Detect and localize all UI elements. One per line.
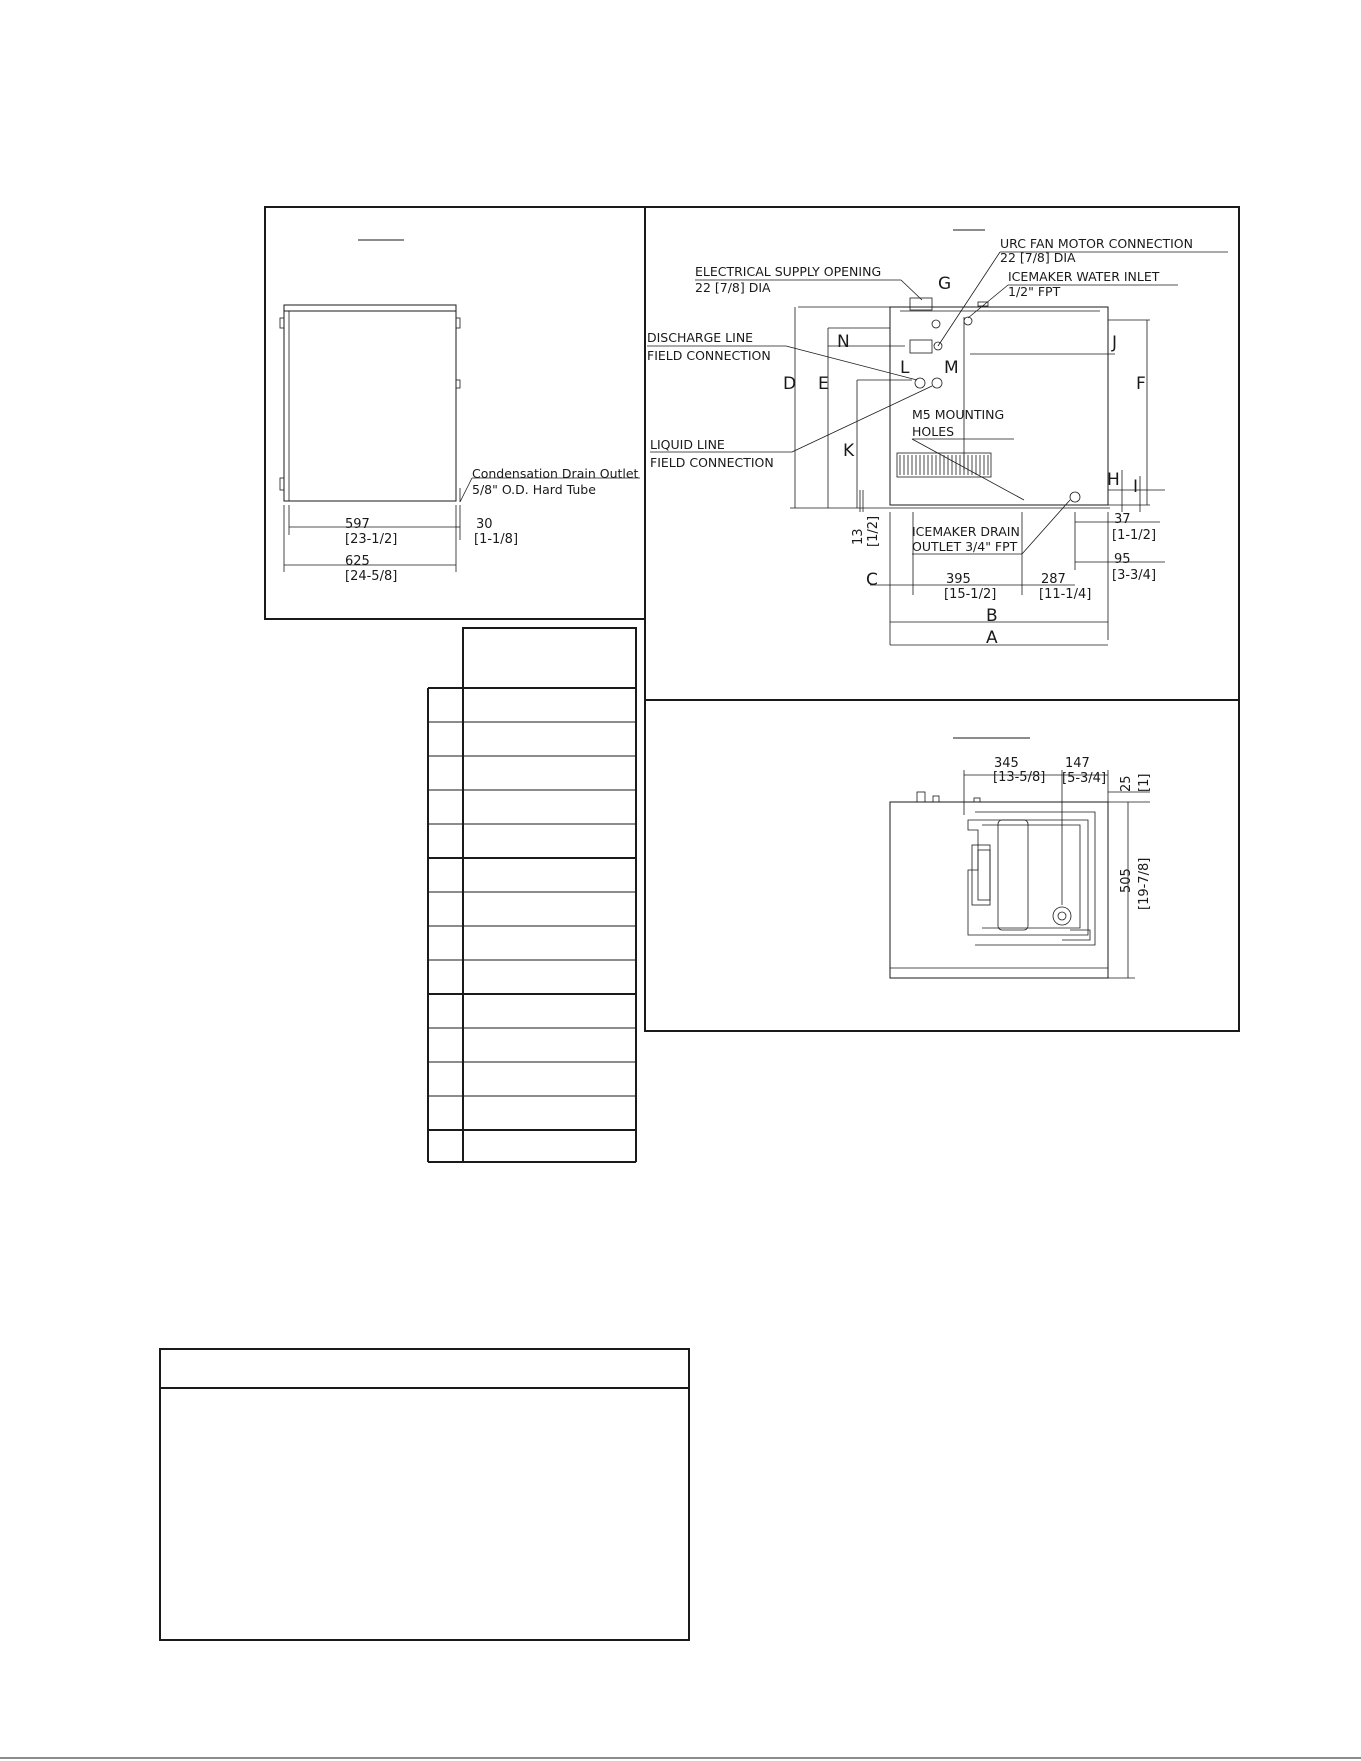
dim-letter-f: F <box>1136 374 1146 394</box>
dim-letter-i: I <box>1133 477 1139 497</box>
dim-345: 345 <box>994 756 1019 771</box>
dim-95-inch: [3-3/4] <box>1112 568 1157 583</box>
top-drain-circle <box>1053 907 1071 925</box>
dim-597-inch: [23-1/2] <box>345 532 398 547</box>
dim-345-inch: [13-5/8] <box>993 770 1046 785</box>
dim-letter-k: K <box>843 441 855 461</box>
dim-597: 597 <box>345 517 370 532</box>
side-unit-body <box>284 305 456 501</box>
dim-letter-j: J <box>1112 333 1118 353</box>
dim-625-inch: [24-5/8] <box>345 569 398 584</box>
dim-147: 147 <box>1065 756 1090 771</box>
dim-letter-m: M <box>944 358 959 378</box>
liquid-label-line1: LIQUID LINE <box>650 437 725 452</box>
dim-395-inch: [15-1/2] <box>944 587 997 602</box>
electrical-label-line2: 22 [7/8] DIA <box>695 280 771 295</box>
dim-625: 625 <box>345 554 370 569</box>
dim-395: 395 <box>946 572 971 587</box>
dim-25-inch: [1] <box>1137 773 1152 792</box>
dim-letter-n: N <box>837 332 850 352</box>
condensation-note-line1: Condensation Drain Outlet <box>472 466 639 481</box>
electrical-opening-circle <box>932 320 940 328</box>
notes-box <box>160 1349 689 1640</box>
urc-fan-label-line1: URC FAN MOTOR CONNECTION <box>1000 236 1193 251</box>
top-unit-body <box>890 802 1108 978</box>
table-header-cell <box>463 628 636 688</box>
dim-13-inch: [1/2] <box>866 515 881 547</box>
dimension-table <box>428 628 636 1162</box>
electrical-label-line1: ELECTRICAL SUPPLY OPENING <box>695 264 882 279</box>
dim-letter-e: E <box>818 374 829 394</box>
rear-unit-body <box>890 307 1108 505</box>
top-view-panel <box>645 700 1239 1031</box>
urc-fan-label-line2: 22 [7/8] DIA <box>1000 250 1076 265</box>
dim-letter-g: G <box>938 274 952 294</box>
dim-30: 30 <box>476 517 493 532</box>
dim-letter-b: B <box>986 606 998 626</box>
liquid-connection-circle <box>932 378 942 388</box>
dim-30-inch: [1-1/8] <box>474 532 519 547</box>
water-inlet-circle <box>964 317 972 325</box>
water-inlet-label-line1: ICEMAKER WATER INLET <box>1008 269 1160 284</box>
dim-letter-l: L <box>900 358 910 378</box>
dim-287-inch: [11-1/4] <box>1039 587 1092 602</box>
condensation-note-line2: 5/8" O.D. Hard Tube <box>472 482 596 497</box>
drain-label-line1: ICEMAKER DRAIN <box>912 524 1020 539</box>
side-view-panel <box>265 207 645 619</box>
mounting-label-line2: HOLES <box>912 424 955 439</box>
discharge-label-line1: DISCHARGE LINE <box>647 330 754 345</box>
dim-37-inch: [1-1/2] <box>1112 528 1157 543</box>
mounting-label-line1: M5 MOUNTING <box>912 407 1005 422</box>
liquid-label-line2: FIELD CONNECTION <box>650 455 774 470</box>
discharge-label-line2: FIELD CONNECTION <box>647 348 771 363</box>
dim-505: 505 <box>1119 868 1134 893</box>
dim-287: 287 <box>1041 572 1066 587</box>
dim-letter-h: H <box>1107 470 1120 490</box>
dim-letter-a: A <box>986 628 998 648</box>
dim-25: 25 <box>1119 775 1134 792</box>
dim-37: 37 <box>1114 512 1131 527</box>
drain-label-line2: OUTLET 3/4" FPT <box>912 539 1018 554</box>
rear-view-panel <box>645 207 1239 700</box>
dim-letter-d: D <box>783 374 797 394</box>
drain-outlet-circle <box>1070 492 1080 502</box>
dim-505-inch: [19-7/8] <box>1137 857 1152 910</box>
water-inlet-label-line2: 1/2" FPT <box>1008 284 1061 299</box>
dim-95: 95 <box>1114 552 1131 567</box>
dim-147-inch: [5-3/4] <box>1062 771 1107 786</box>
electrical-opening-box <box>910 298 932 310</box>
dim-letter-c: C <box>866 570 878 590</box>
dim-13: 13 <box>851 528 866 545</box>
